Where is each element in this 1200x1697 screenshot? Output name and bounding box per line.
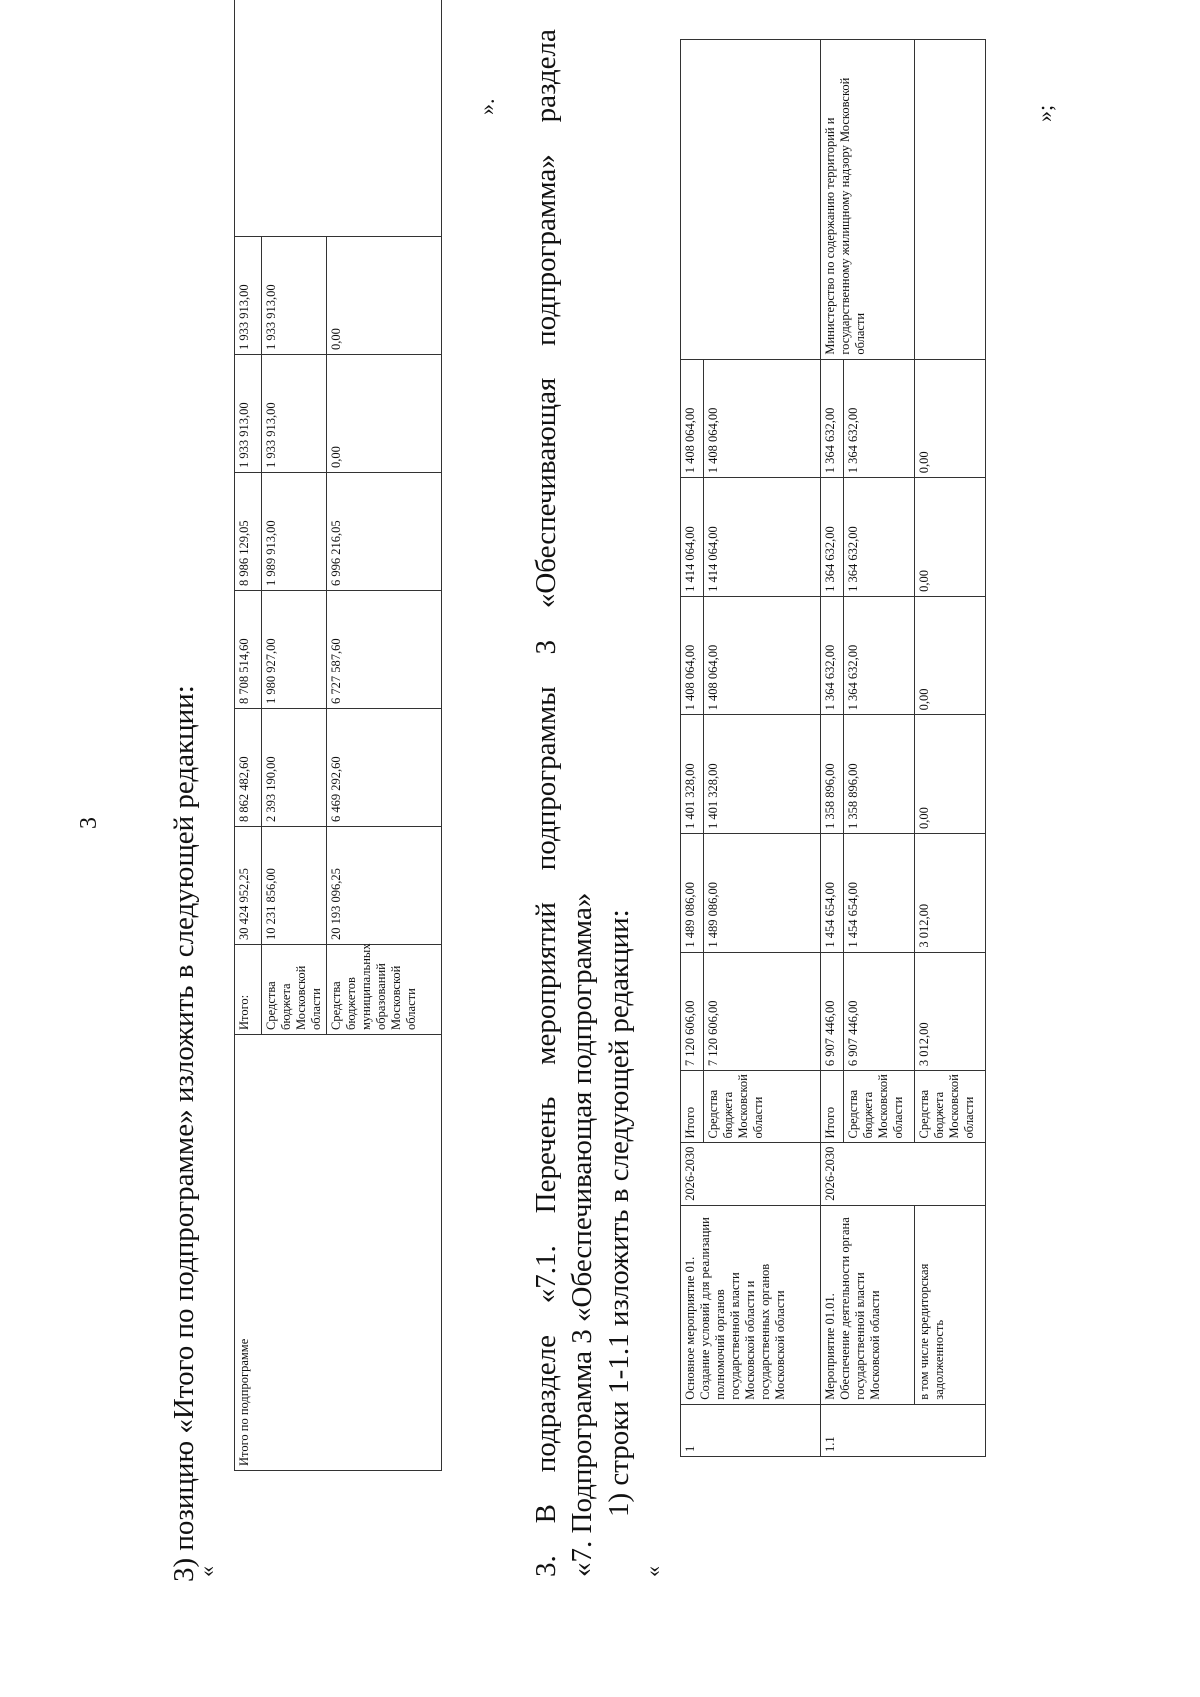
subprogram-total-table (234, 0, 442, 1471)
value-cell: 1 414 064,00 (681, 478, 704, 597)
value-cell: 1 401 328,00 (704, 715, 821, 834)
value-cell: 1 408 064,00 (681, 596, 704, 715)
row-number: 1.1 (821, 1404, 986, 1456)
value-cell: 1 414 064,00 (704, 478, 821, 597)
section3-line2: «7. Подпрограмма 3 «Обеспечивающая подпрограмма» (566, 892, 598, 1577)
value-cell: 1 933 913,00 (262, 237, 327, 355)
value-cell: 1 933 913,00 (235, 355, 262, 473)
value-cell: 30 424 952,25 (235, 827, 262, 945)
value-cell: 1 454 654,00 (821, 833, 844, 952)
executor-cell: Министерство по содержанию территорий и государственному жилищному надзору Московской области (821, 40, 915, 360)
value-cell: 8 862 482,60 (235, 709, 262, 827)
subprogram-total-label: Итого по подпрограмме (235, 1035, 442, 1471)
value-cell: 1 364 632,00 (844, 596, 915, 715)
word: «7.1. (530, 1245, 562, 1304)
value-cell: 3 012,00 (915, 833, 986, 952)
table-row (821, 40, 844, 1457)
activity-name: в том числе кредиторская задолженность (915, 1205, 986, 1404)
value-cell: 6 907 446,00 (821, 952, 844, 1071)
open-quote-2: « (640, 1566, 665, 1577)
value-cell: 2 393 190,00 (262, 709, 327, 827)
word: Перечень (530, 1096, 562, 1214)
activity-name: Основное мероприятие 01. Создание условий для реализации полномочий органов государственной власти Московской области и государственных органов Московской области (681, 1205, 821, 1404)
word: 3 (530, 639, 562, 655)
value-cell: 1 980 927,00 (262, 591, 327, 709)
source-cell: Средства бюджета Московской области (915, 1071, 986, 1143)
table-row (235, 0, 262, 1471)
word: «Обеспечивающая (530, 377, 562, 609)
empty-cell (235, 0, 442, 237)
value-cell: 1 358 896,00 (844, 715, 915, 834)
value-cell: 1 489 086,00 (681, 833, 704, 952)
open-quote-1: « (194, 1566, 219, 1577)
value-cell: 1 364 632,00 (844, 359, 915, 478)
empty-cell (915, 40, 986, 360)
word: раздела (530, 29, 562, 123)
value-cell: 7 120 606,00 (704, 952, 821, 1071)
value-cell: 0,00 (915, 359, 986, 478)
value-cell: 8 986 129,05 (235, 473, 262, 591)
value-cell: 1 454 654,00 (844, 833, 915, 952)
value-cell: 3 012,00 (915, 952, 986, 1071)
item3-heading: 3) позицию «Итого по подпрограмме» изложить в следующей редакции: (168, 685, 200, 1582)
value-cell: 1 364 632,00 (821, 478, 844, 597)
value-cell: 7 120 606,00 (681, 952, 704, 1071)
period-cell: 2026-2030 (681, 1143, 821, 1205)
activity-name: Мероприятие 01.01. Обеспечение деятельности органа государственной власти Московской области (821, 1205, 915, 1404)
word: подпрограмма» (530, 154, 562, 346)
value-cell: 1 364 632,00 (844, 478, 915, 597)
word: подразделе (530, 1335, 562, 1473)
value-cell: 0,00 (915, 478, 986, 597)
period-cell: 2026-2030 (821, 1143, 986, 1205)
value-cell: 1 408 064,00 (704, 359, 821, 478)
value-cell: 6 907 446,00 (844, 952, 915, 1071)
table-row (681, 40, 704, 1457)
close-quote-1: ». (474, 98, 499, 115)
value-cell: 0,00 (327, 237, 442, 355)
table-row (915, 40, 986, 1457)
value-cell: 1 489 086,00 (704, 833, 821, 952)
word: мероприятий (530, 902, 562, 1065)
value-cell: 10 231 856,00 (262, 827, 327, 945)
section3-line3: 1) строки 1-1.1 изложить в следующей редакции: (603, 909, 635, 1517)
source-cell: Итого (681, 1071, 704, 1143)
value-cell: 1 364 632,00 (821, 359, 844, 478)
value-cell: 0,00 (915, 596, 986, 715)
section3-line1 (530, 29, 563, 1577)
value-cell: 0,00 (327, 355, 442, 473)
row-number: 1 (681, 1404, 821, 1456)
value-cell: 20 193 096,25 (327, 827, 442, 945)
value-cell: 6 727 587,60 (327, 591, 442, 709)
close-quote-2: »; (1032, 104, 1057, 122)
value-cell: 1 933 913,00 (262, 355, 327, 473)
source-cell: Средства бюджета Московской области (844, 1071, 915, 1143)
source-cell: Итого (821, 1071, 844, 1143)
value-cell: 1 989 913,00 (262, 473, 327, 591)
word: В (530, 1504, 562, 1524)
source-cell: Итого: (235, 945, 262, 1035)
executor-cell (681, 40, 821, 360)
value-cell: 1 358 896,00 (821, 715, 844, 834)
activities-table (680, 39, 986, 1457)
value-cell: 0,00 (915, 715, 986, 834)
value-cell: 6 996 216,05 (327, 473, 442, 591)
page-number: 3 (76, 817, 102, 829)
word: 3. (530, 1555, 562, 1577)
word: подпрограммы (530, 686, 562, 871)
value-cell: 8 708 514,60 (235, 591, 262, 709)
value-cell: 1 933 913,00 (235, 237, 262, 355)
source-cell: Средства бюджета Московской области (262, 945, 327, 1035)
value-cell: 1 408 064,00 (681, 359, 704, 478)
value-cell: 1 401 328,00 (681, 715, 704, 834)
value-cell: 1 364 632,00 (821, 596, 844, 715)
source-cell: Средства бюджета Московской области (704, 1071, 821, 1143)
source-cell: Средства бюджетов муниципальных образований Московской области (327, 945, 442, 1035)
value-cell: 1 408 064,00 (704, 596, 821, 715)
value-cell: 6 469 292,60 (327, 709, 442, 827)
